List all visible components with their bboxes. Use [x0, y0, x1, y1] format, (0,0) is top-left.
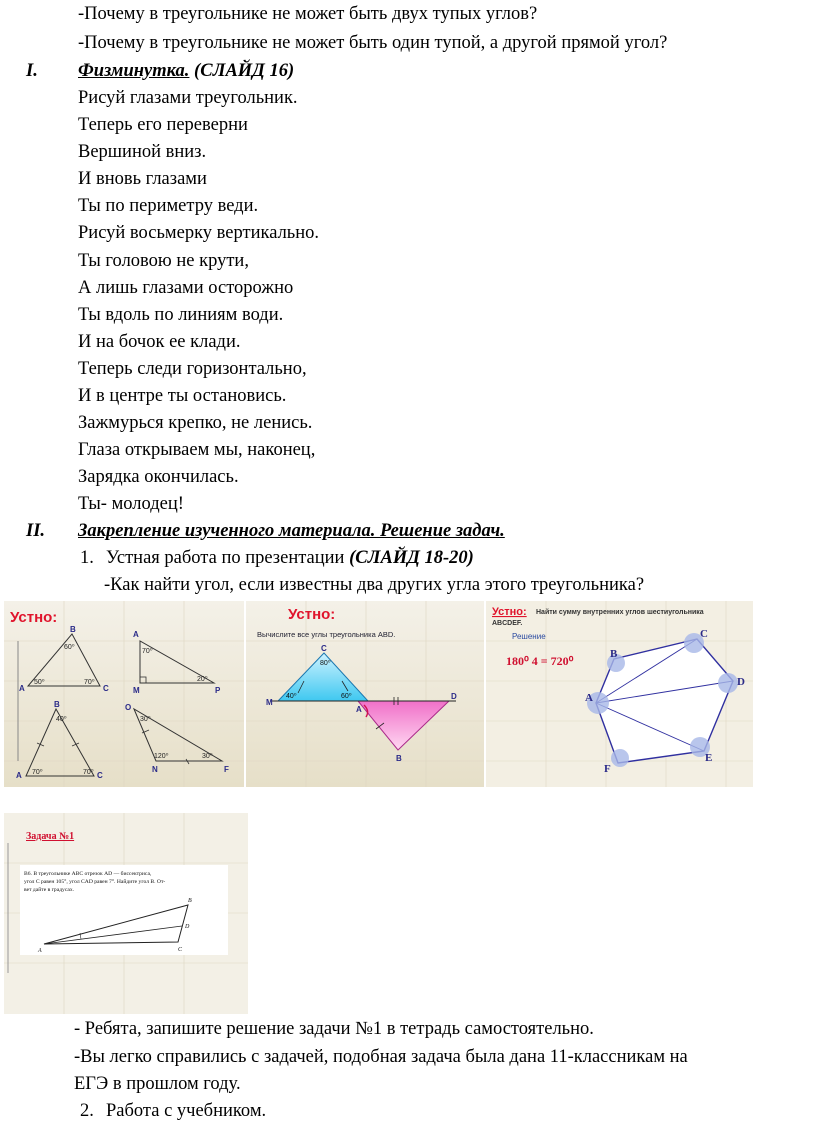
slide-4-title: Задача №1	[26, 831, 75, 842]
t3-vertex-c: C	[97, 771, 103, 780]
t2-vertex-a: A	[133, 630, 139, 639]
t3-angle-b: 40⁰	[56, 716, 67, 723]
slide-task-1	[4, 813, 248, 1014]
problem-line-3: вет дайте в градусах.	[24, 887, 75, 893]
poem-line: Теперь его переверни	[78, 115, 248, 135]
task-vertex-c: C	[178, 947, 183, 953]
item-2-number: 2.	[80, 1101, 94, 1121]
after-line-1: - Ребята, запишите решение задачи №1 в тетрадь самостоятельно.	[74, 1019, 594, 1039]
section-1-slide-ref: (СЛАЙД 16)	[189, 61, 295, 81]
poem-line: Теперь следи горизонтально,	[78, 359, 307, 379]
t1-angle-c: 70⁰	[84, 679, 95, 686]
poem-line: Вершиной вниз.	[78, 142, 207, 162]
s2-vertex-m: M	[266, 698, 273, 707]
t2-vertex-m: M	[133, 686, 140, 695]
item-1-slide-ref: (СЛАЙД 18-20)	[349, 548, 474, 568]
problem-line-1: B6. В треугольнике ABC отрезок AD — биссектриса,	[24, 871, 152, 877]
t4-angle-n: 120⁰	[154, 753, 169, 760]
item-1-number: 1.	[80, 548, 94, 568]
t1-angle-b: 60⁰	[64, 644, 75, 651]
hex-vertex-d: D	[737, 676, 745, 688]
poem-line: А лишь глазами осторожно	[78, 278, 294, 298]
t3-vertex-b: B	[54, 700, 60, 709]
poem-line: И на бочок ее клади.	[78, 332, 241, 352]
section-2-title: Закрепление изученного материала. Решение задач.	[78, 521, 505, 541]
section-1-title: Физминутка.	[78, 61, 190, 81]
s2-vertex-d: D	[451, 692, 457, 701]
section-2-numeral: II.	[26, 521, 46, 541]
poem-line: Зажмурься крепко, не ленись.	[78, 413, 313, 433]
section-1-numeral: I.	[26, 61, 38, 81]
slide-3-task: Найти сумму внутренних углов шестиугольника	[536, 609, 704, 616]
poem-line: Рисуй восьмерку вертикально.	[78, 223, 320, 243]
item-1	[106, 546, 474, 570]
t4-vertex-f: F	[224, 765, 229, 774]
slide-hexagon	[486, 601, 753, 787]
slide-triangles	[4, 601, 244, 787]
t4-angle-f: 30⁰	[202, 753, 213, 760]
s2-angle-c: 80⁰	[320, 660, 331, 667]
task-vertex-b: B	[188, 898, 192, 904]
slide-abd-figure	[246, 601, 484, 787]
task-vertex-d: D	[185, 924, 190, 930]
poem-line: Зарядка окончилась.	[78, 467, 239, 487]
problem-line-2: угол C равен 105°, угол CAD равен 7°. Найдите угол B. От-	[24, 879, 166, 885]
t2-vertex-p: P	[215, 686, 221, 695]
slide-1-title: Устно:	[10, 609, 58, 626]
item-1-text: Устная работа по презентации	[106, 548, 350, 568]
poem-line: Рисуй глазами треугольник.	[78, 88, 298, 108]
hex-vertex-e: E	[705, 752, 713, 764]
poem-line: Глаза открываем мы, наконец,	[78, 440, 316, 460]
hex-vertex-c: C	[700, 628, 708, 640]
s2-vertex-b: B	[396, 754, 402, 763]
question-1: -Почему в треугольнике не может быть двух тупых углов?	[78, 4, 538, 24]
t3-angle-a: 70⁰	[32, 769, 43, 776]
slide-task-1-figure	[4, 813, 248, 1014]
slide-2-subtitle: Вычислите все углы треугольника ABD.	[257, 630, 396, 639]
slide-3-formula: 180⁰ 4 = 720⁰	[506, 654, 574, 668]
t1-angle-a: 50⁰	[34, 679, 45, 686]
t1-vertex-b: B	[70, 625, 76, 634]
t3-vertex-a: A	[16, 771, 22, 780]
hex-vertex-b: B	[610, 648, 618, 660]
poem-line: И вновь глазами	[78, 169, 207, 189]
t4-vertex-o: O	[125, 703, 132, 712]
s2-vertex-a: A	[356, 705, 362, 714]
after-line-2: -Вы легко справились с задачей, подобная задача была дана 11-классникам на	[74, 1047, 688, 1067]
slide-triangles-figure	[4, 601, 244, 787]
t2-angle-p: 20⁰	[197, 676, 208, 683]
slide-3-solution-label: Решение	[512, 632, 546, 641]
s2-vertex-c: C	[321, 644, 327, 653]
t4-vertex-n: N	[152, 765, 158, 774]
t1-vertex-c: C	[103, 684, 109, 693]
task-vertex-a: A	[38, 948, 42, 954]
hex-vertex-a: A	[585, 692, 593, 704]
slide-hexagon-figure	[486, 601, 753, 787]
item-1-question: -Как найти угол, если известны два других угла этого треугольника?	[104, 575, 645, 595]
poem-line: Ты по периметру веди.	[78, 196, 259, 216]
section-1-heading	[78, 59, 294, 83]
t1-vertex-a: A	[19, 684, 25, 693]
t2-angle-a: 70⁰	[142, 648, 153, 655]
after-line-3: ЕГЭ в прошлом году.	[74, 1074, 241, 1094]
poem-line: Ты головою не крути,	[78, 251, 249, 271]
t3-angle-c: 70⁰	[83, 769, 94, 776]
slide-abd	[246, 601, 484, 787]
t4-angle-o: 30⁰	[140, 716, 151, 723]
question-2: -Почему в треугольнике не может быть один тупой, а другой прямой угол?	[78, 33, 668, 53]
slide-3-name: ABCDEF.	[492, 620, 523, 627]
item-2-text: Работа с учебником.	[106, 1101, 267, 1121]
s2-angle-m: 40⁰	[286, 693, 297, 700]
hex-vertex-f: F	[604, 763, 611, 775]
slide-2-title: Устно:	[288, 606, 336, 623]
poem-line: И в центре ты остановись.	[78, 386, 287, 406]
slide-3-title: Устно:	[492, 606, 527, 618]
poem-line: Ты вдоль по линиям води.	[78, 305, 284, 325]
s2-angle-a: 60⁰	[341, 693, 352, 700]
poem-line: Ты- молодец!	[78, 494, 184, 514]
